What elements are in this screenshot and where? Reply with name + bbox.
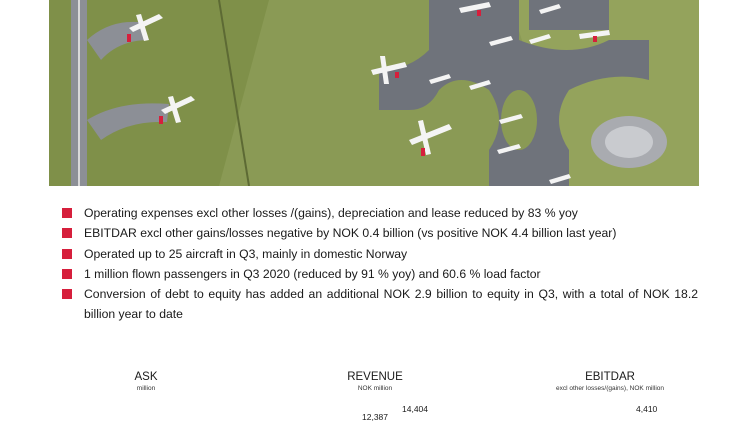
bullet-item: EBITDAR excl other gains/losses negative by NOK 0.4 billion (vs positive NOK 4.4 billion last year) [62, 223, 698, 243]
red-square-bullet-icon [62, 269, 72, 279]
kpi-subtitle: excl other losses/(gains), NOK million [555, 385, 664, 392]
bullet-item: Conversion of debt to equity has added an additional NOK 2.9 billion to equity in Q3, with a total of NOK 18.2 billion year to date [62, 284, 698, 325]
red-square-bullet-icon [62, 249, 72, 259]
kpi-title: ASK [134, 371, 158, 383]
bullet-item: Operating expenses excl other losses /(gains), depreciation and lease reduced by 83 % yoy [62, 203, 698, 223]
bullet-item: 1 million flown passengers in Q3 2020 (reduced by 91 % yoy) and 60.6 % load factor [62, 264, 698, 284]
red-square-bullet-icon [62, 228, 72, 238]
kpi-subtitle: NOK million [357, 385, 393, 392]
red-square-bullet-icon [62, 289, 72, 299]
kpi-ebitdar [510, 371, 710, 393]
kpi-subtitle: million [136, 385, 156, 392]
bullet-item: Operated up to 25 aircraft in Q3, mainly in domestic Norway [62, 244, 698, 264]
ebitdar-value: 4,410 [636, 404, 658, 414]
highlights-list [62, 203, 698, 325]
header-photo-parked-aircraft [49, 0, 699, 186]
kpi-ask [96, 371, 196, 393]
kpi-title: EBITDAR [585, 371, 635, 383]
revenue-value: 14,404 [402, 404, 428, 414]
revenue-value: 12,387 [362, 412, 388, 422]
kpi-revenue [300, 371, 450, 393]
red-square-bullet-icon [62, 208, 72, 218]
kpi-title: REVENUE [347, 371, 403, 383]
